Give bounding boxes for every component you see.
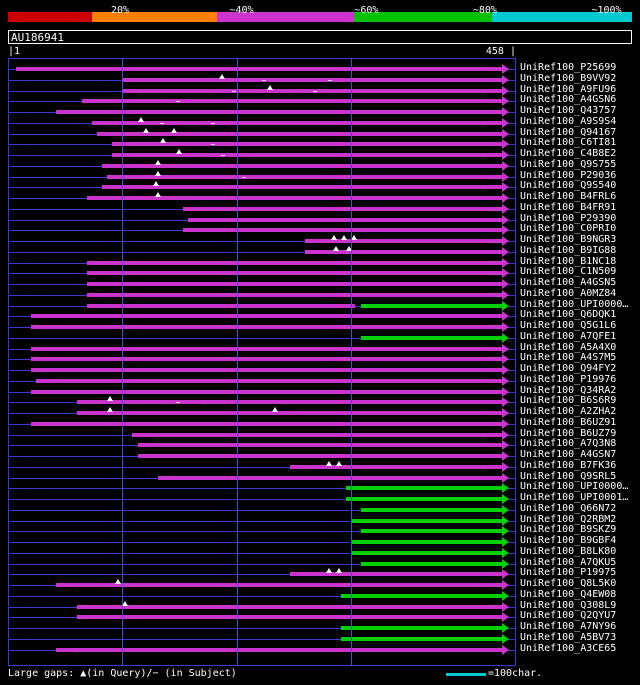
hit-label[interactable]: UniRef100_Q8L5K0: [520, 578, 617, 589]
alignment-plot: [8, 58, 632, 666]
hsp-arrow-icon: [502, 96, 509, 106]
hsp-segment[interactable]: [31, 357, 503, 361]
hsp-segment[interactable]: [290, 465, 502, 469]
hsp-segment[interactable]: [16, 67, 503, 71]
hsp-arrow-icon: [502, 494, 509, 504]
hsp-arrow-icon: [502, 408, 509, 418]
hsp-arrow-icon: [502, 430, 509, 440]
query-name: AU186941: [11, 31, 64, 44]
hsp-segment[interactable]: [87, 196, 503, 200]
scale-tick-4: ~100%: [591, 5, 622, 16]
subject-gap-marker: [221, 155, 225, 156]
hsp-segment[interactable]: [351, 551, 502, 555]
query-gap-triangle-icon: [160, 138, 166, 143]
hsp-arrow-icon: [502, 139, 509, 149]
hsp-arrow-icon: [502, 483, 509, 493]
hsp-arrow-icon: [502, 580, 509, 590]
hsp-segment[interactable]: [138, 443, 503, 447]
hsp-segment[interactable]: [102, 164, 502, 168]
hit-label[interactable]: UniRef100_A4GSN6: [520, 94, 617, 106]
subject-gap-marker: [211, 123, 215, 124]
hsp-segment[interactable]: [87, 282, 503, 286]
scale-key-bar: [446, 673, 486, 676]
hsp-segment[interactable]: [36, 379, 502, 383]
grid-line-1: [237, 58, 238, 666]
hsp-arrow-icon: [502, 75, 509, 85]
hit-label[interactable]: UniRef100_B4FRL6: [520, 191, 617, 202]
query-gap-triangle-icon: [171, 128, 177, 133]
query-gap-triangle-icon: [326, 568, 332, 573]
query-gap-triangle-icon: [341, 235, 347, 240]
subject-gap-marker: [160, 123, 164, 124]
subject-gap-marker: [262, 80, 266, 81]
hit-label[interactable]: UniRef100_B9IG88: [520, 244, 617, 256]
hsp-segment[interactable]: [77, 400, 503, 404]
hsp-segment[interactable]: [346, 486, 503, 490]
gap-legend-text: Large gaps: ▲(in Query)/− (in Subject): [8, 668, 237, 679]
hsp-segment[interactable]: [361, 562, 502, 566]
hsp-segment[interactable]: [112, 142, 502, 146]
hit-label[interactable]: UniRef100_A5BV73: [520, 631, 617, 643]
grid-line-0: [122, 58, 123, 666]
query-gap-triangle-icon: [326, 461, 332, 466]
hsp-segment[interactable]: [87, 304, 355, 308]
hsp-arrow-icon: [502, 354, 509, 364]
hsp-segment[interactable]: [107, 175, 502, 179]
hit-label[interactable]: UniRef100_A0MZ84: [520, 287, 617, 299]
hsp-arrow-icon: [502, 645, 509, 655]
hsp-arrow-icon: [502, 172, 509, 182]
hsp-arrow-icon: [502, 612, 509, 622]
ruler-start-label: |1: [8, 46, 21, 57]
hit-label[interactable]: UniRef100_UPI0000…: [520, 298, 629, 310]
hit-label[interactable]: UniRef100_P29036: [520, 169, 617, 181]
hsp-arrow-icon: [502, 311, 509, 321]
hsp-arrow-icon: [502, 236, 509, 246]
hit-label[interactable]: UniRef100_UPI0001…: [520, 492, 629, 503]
hsp-arrow-icon: [502, 559, 509, 569]
hsp-arrow-icon: [502, 516, 509, 526]
hit-label[interactable]: UniRef100_P25699: [520, 62, 617, 73]
hsp-arrow-icon: [502, 118, 509, 128]
hit-label[interactable]: UniRef100_A5A4X0: [520, 341, 617, 353]
hit-label[interactable]: UniRef100_Q94167: [520, 126, 617, 138]
query-name-box: [8, 30, 632, 44]
ruler-end-label: 458 |: [485, 46, 516, 57]
query-gap-triangle-icon: [176, 149, 182, 154]
hsp-segment[interactable]: [290, 572, 502, 576]
hsp-arrow-icon: [502, 86, 509, 96]
hit-label[interactable]: UniRef100_A7NY96: [520, 621, 617, 632]
query-gap-triangle-icon: [267, 85, 273, 90]
subject-gap-marker: [176, 101, 180, 102]
hsp-arrow-icon: [502, 225, 509, 235]
hsp-arrow-icon: [502, 440, 509, 450]
hsp-arrow-icon: [502, 376, 509, 386]
query-gap-triangle-icon: [272, 407, 278, 412]
scale-segment-0: [8, 12, 92, 22]
query-gap-triangle-icon: [138, 117, 144, 122]
subject-gap-marker: [242, 177, 246, 178]
query-gap-triangle-icon: [143, 128, 149, 133]
query-gap-triangle-icon: [155, 192, 161, 197]
hsp-segment[interactable]: [132, 433, 502, 437]
hit-label[interactable]: UniRef100_Q5G1L6: [520, 320, 617, 331]
hsp-arrow-icon: [502, 505, 509, 515]
query-gap-triangle-icon: [107, 396, 113, 401]
hsp-segment[interactable]: [92, 121, 503, 125]
hsp-arrow-icon: [502, 623, 509, 633]
subject-gap-marker: [328, 80, 332, 81]
hsp-arrow-icon: [502, 290, 509, 300]
hit-label[interactable]: UniRef100_Q9S755: [520, 158, 617, 170]
hit-label[interactable]: UniRef100_Q2RBM2: [520, 513, 617, 525]
hsp-segment[interactable]: [87, 261, 503, 265]
query-gap-triangle-icon: [333, 246, 339, 251]
hsp-segment[interactable]: [77, 615, 503, 619]
hit-label[interactable]: UniRef100_A9FU96: [520, 83, 617, 95]
hit-label[interactable]: UniRef100_B1NC18: [520, 255, 617, 267]
scale-tick-2: ~60%: [354, 5, 379, 16]
hsp-segment[interactable]: [361, 529, 502, 533]
hsp-arrow-icon: [502, 537, 509, 547]
hsp-arrow-icon: [502, 182, 509, 192]
hsp-segment[interactable]: [341, 594, 503, 598]
hit-label[interactable]: UniRef100_P19975: [520, 567, 617, 579]
hsp-arrow-icon: [502, 150, 509, 160]
hit-label[interactable]: UniRef100_B9SKZ9: [520, 524, 617, 536]
hit-label[interactable]: UniRef100_C1N509: [520, 266, 617, 278]
hit-label[interactable]: UniRef100_B7FK36: [520, 459, 617, 471]
hsp-arrow-icon: [502, 204, 509, 214]
hsp-arrow-icon: [502, 419, 509, 429]
hsp-segment[interactable]: [341, 637, 503, 641]
table-row[interactable]: [8, 644, 628, 656]
query-gap-triangle-icon: [115, 579, 121, 584]
hsp-arrow-icon: [502, 344, 509, 354]
hit-label[interactable]: UniRef100_Q94FY2: [520, 363, 617, 374]
hsp-segment[interactable]: [77, 605, 503, 609]
hit-label[interactable]: UniRef100_B4FR91: [520, 201, 617, 213]
hit-label[interactable]: UniRef100_A7Q3N8: [520, 438, 617, 450]
hsp-segment[interactable]: [361, 508, 502, 512]
hsp-segment[interactable]: [31, 422, 503, 426]
hsp-arrow-icon: [502, 526, 509, 536]
hsp-segment[interactable]: [31, 325, 503, 329]
hsp-arrow-icon: [502, 193, 509, 203]
hsp-arrow-icon: [502, 397, 509, 407]
subject-gap-marker: [313, 91, 317, 92]
hsp-segment[interactable]: [122, 78, 502, 82]
hsp-arrow-icon: [502, 569, 509, 579]
hit-label[interactable]: UniRef100_B6S6R9: [520, 395, 617, 407]
hit-label[interactable]: UniRef100_B9VV92: [520, 72, 617, 84]
hit-label[interactable]: UniRef100_A4GSN7: [520, 449, 617, 460]
hsp-arrow-icon: [502, 365, 509, 375]
hsp-arrow-icon: [502, 301, 509, 311]
hsp-arrow-icon: [502, 548, 509, 558]
identity-color-scale: [8, 6, 632, 26]
hsp-segment[interactable]: [183, 228, 502, 232]
hit-label[interactable]: UniRef100_Q43757: [520, 105, 617, 116]
hsp-arrow-icon: [502, 602, 509, 612]
hit-label[interactable]: UniRef100_B9GBF4: [520, 535, 617, 546]
hsp-segment[interactable]: [31, 314, 503, 318]
hit-label[interactable]: UniRef100_A7QFE1: [520, 330, 617, 342]
hit-label[interactable]: UniRef100_P19976: [520, 373, 617, 385]
hsp-segment[interactable]: [97, 132, 502, 136]
hsp-arrow-icon: [502, 333, 509, 343]
subject-gap-marker: [211, 144, 215, 145]
coordinate-ruler: [8, 46, 632, 58]
query-gap-triangle-icon: [155, 171, 161, 176]
hsp-segment[interactable]: [31, 347, 503, 351]
scale-key-label: =100char.: [488, 668, 543, 679]
subject-gap-marker: [176, 402, 180, 403]
hsp-arrow-icon: [502, 462, 509, 472]
subject-gap-marker: [232, 91, 236, 92]
hit-label[interactable]: UniRef100_B8LK80: [520, 545, 617, 557]
hsp-arrow-icon: [502, 258, 509, 268]
hsp-arrow-icon: [502, 322, 509, 332]
hsp-segment[interactable]: [102, 185, 502, 189]
hit-label[interactable]: UniRef100_A2ZHA2: [520, 406, 617, 417]
hit-label[interactable]: UniRef100_Q9SRL5: [520, 470, 617, 482]
hit-label[interactable]: UniRef100_Q66N72: [520, 502, 617, 514]
query-gap-triangle-icon: [107, 407, 113, 412]
hsp-arrow-icon: [502, 247, 509, 257]
hit-label[interactable]: UniRef100_C6TI81: [520, 137, 617, 149]
hsp-segment[interactable]: [112, 153, 502, 157]
hsp-segment[interactable]: [341, 626, 503, 630]
hsp-arrow-icon: [502, 451, 509, 461]
query-gap-triangle-icon: [331, 235, 337, 240]
hsp-arrow-icon: [502, 107, 509, 117]
hit-label[interactable]: UniRef100_Q4EW08: [520, 588, 617, 600]
hit-label[interactable]: UniRef100_Q308L9: [520, 599, 617, 611]
footer-legend: [8, 668, 632, 682]
scale-tick-0: 20%: [110, 5, 130, 16]
hit-label[interactable]: UniRef100_A4GSN5: [520, 277, 617, 288]
hit-label[interactable]: UniRef100_P29390: [520, 212, 617, 224]
hit-label[interactable]: UniRef100_C4B8E2: [520, 148, 617, 159]
hsp-segment[interactable]: [77, 411, 503, 415]
scale-tick-1: ~40%: [229, 5, 254, 16]
hit-label[interactable]: UniRef100_A7QKU5: [520, 556, 617, 568]
hsp-arrow-icon: [502, 215, 509, 225]
hsp-segment[interactable]: [87, 271, 503, 275]
hsp-segment[interactable]: [31, 390, 503, 394]
hit-label[interactable]: UniRef100_B6UZ79: [520, 427, 617, 439]
hsp-arrow-icon: [502, 279, 509, 289]
hsp-segment[interactable]: [183, 207, 502, 211]
hsp-arrow-icon: [502, 591, 509, 601]
hsp-segment[interactable]: [87, 293, 503, 297]
hit-label[interactable]: UniRef100_Q2QYU7: [520, 610, 617, 622]
hsp-segment[interactable]: [351, 540, 502, 544]
hsp-arrow-icon: [502, 161, 509, 171]
hsp-arrow-icon: [502, 129, 509, 139]
hsp-segment[interactable]: [31, 368, 503, 372]
hit-label[interactable]: UniRef100_Q34RA2: [520, 384, 617, 396]
query-gap-triangle-icon: [155, 160, 161, 165]
grid-line-2: [351, 58, 352, 666]
hit-label[interactable]: UniRef100_B9NGR3: [520, 234, 617, 245]
query-gap-triangle-icon: [153, 181, 159, 186]
hsp-segment[interactable]: [361, 336, 502, 340]
hit-label[interactable]: UniRef100_A9S9S4: [520, 115, 617, 127]
hsp-arrow-icon: [502, 473, 509, 483]
query-gap-triangle-icon: [336, 461, 342, 466]
hit-label[interactable]: UniRef100_C0PRI0: [520, 223, 617, 235]
hsp-arrow-icon: [502, 64, 509, 74]
hsp-segment[interactable]: [346, 497, 503, 501]
query-gap-triangle-icon: [219, 74, 225, 79]
scale-tick-3: ~80%: [472, 5, 497, 16]
hsp-segment[interactable]: [138, 454, 503, 458]
hsp-arrow-icon: [502, 634, 509, 644]
hsp-segment[interactable]: [188, 218, 502, 222]
hit-label[interactable]: UniRef100_Q9S540: [520, 180, 617, 192]
hsp-segment[interactable]: [351, 519, 502, 523]
hit-label[interactable]: UniRef100_UPI0000…: [520, 481, 629, 493]
hit-label[interactable]: UniRef100_B6UZ91: [520, 416, 617, 428]
hsp-segment[interactable]: [158, 476, 503, 480]
hsp-segment[interactable]: [82, 99, 503, 103]
hsp-arrow-icon: [502, 268, 509, 278]
hit-label[interactable]: UniRef100_A3CE65: [520, 642, 617, 654]
hsp-segment[interactable]: [361, 304, 502, 308]
hit-label[interactable]: UniRef100_Q6DQK1: [520, 309, 617, 321]
query-gap-triangle-icon: [336, 568, 342, 573]
hit-label[interactable]: UniRef100_A4S7M5: [520, 352, 617, 364]
hsp-arrow-icon: [502, 387, 509, 397]
